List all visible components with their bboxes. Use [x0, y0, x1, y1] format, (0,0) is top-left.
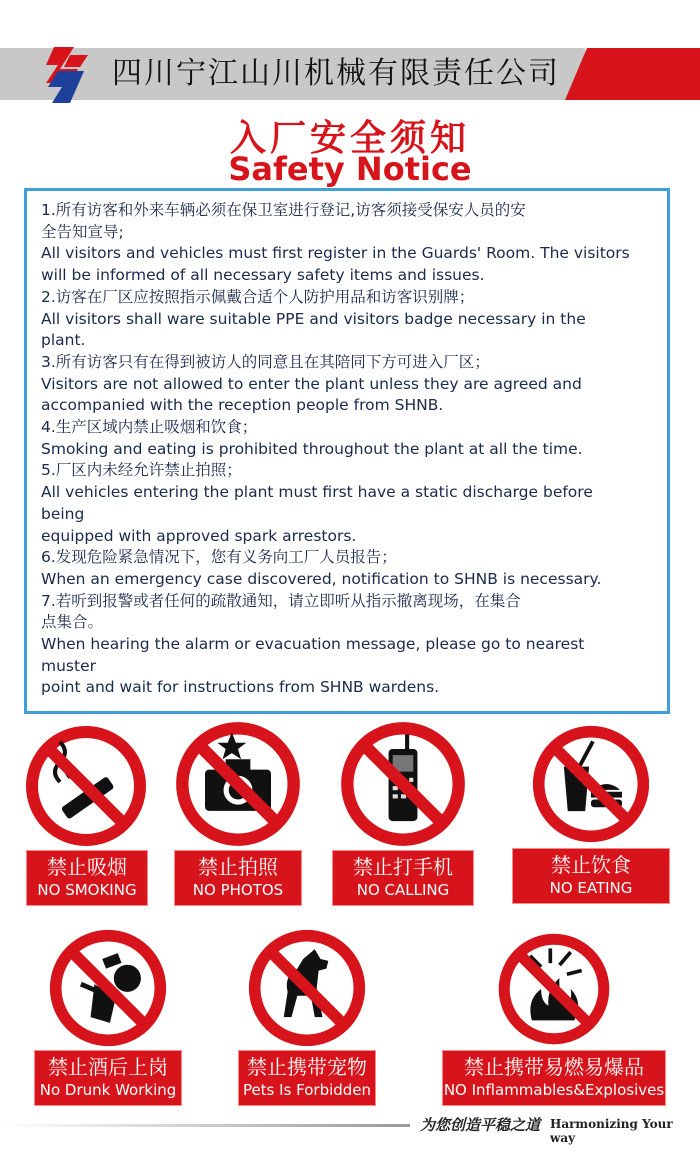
notice-line: All visitors shall ware suitable PPE and visitors badge necessary in the — [41, 309, 586, 328]
sign-label — [238, 1050, 376, 1106]
sign-no-photos — [172, 718, 304, 912]
no-calling-icon — [337, 718, 469, 850]
notice-line: 5.厂区内未经允许禁止拍照； — [41, 461, 242, 480]
notice-line: accompanied with the reception people from SHNB. — [41, 396, 444, 415]
notice-line: plant. — [41, 331, 86, 350]
sign-label-cn: 禁止携带宠物 — [247, 1055, 367, 1079]
notice-line: 2.访客在厂区应按照指示佩戴合适个人防护用品和访客识别牌； — [41, 287, 475, 306]
notice-line: 点集合。 — [41, 613, 104, 632]
notice-line: equipped with approved spark arrestors. — [41, 526, 357, 545]
notice-line: Visitors are not allowed to enter the plant unless they are agreed and — [41, 374, 582, 393]
notice-line: muster — [41, 656, 96, 675]
footer-divider — [0, 1124, 410, 1127]
notice-line: Smoking and eating is prohibited throughout the plant at all the time. — [41, 439, 583, 458]
sign-label-cn: 禁止酒后上岗 — [48, 1055, 168, 1079]
sign-label-en: Pets Is Forbidden — [242, 1081, 372, 1099]
sign-label-en: NO Inflammables&Explosives — [443, 1081, 665, 1099]
footer-slogan-en: Harmonizing Your way — [550, 1117, 673, 1145]
sign-label-cn: 禁止吸烟 — [47, 855, 127, 879]
sign-label — [512, 848, 670, 904]
notice-line: When an emergency case discovered, notification to SHNB is necessary. — [41, 569, 602, 588]
sign-no-smoking — [22, 722, 150, 912]
notice-line: All visitors and vehicles must first register in the Guards' Room. The visitors — [41, 244, 630, 263]
sign-label — [332, 850, 474, 906]
notice-line: will be informed of all necessary safety items and issues. — [41, 266, 485, 285]
sign-no-inflammables — [442, 926, 666, 1108]
sign-label-cn: 禁止拍照 — [198, 855, 278, 879]
no-photos-icon — [172, 718, 304, 850]
notice-box — [24, 188, 670, 714]
notice-line: 3.所有访客只有在得到被访人的同意且在其陪同下方可进入厂区； — [41, 352, 490, 371]
sign-no-drunk-working — [32, 922, 184, 1108]
sign-label — [174, 850, 302, 906]
notice-line: 全告知宣导; — [41, 222, 124, 241]
sign-label — [442, 1050, 666, 1106]
sign-no-calling — [332, 718, 474, 910]
no-drunk-working-icon — [46, 926, 170, 1050]
sign-label-cn: 禁止打手机 — [353, 855, 453, 879]
sign-label-cn: 禁止饮食 — [551, 853, 631, 877]
no-smoking-icon — [22, 722, 150, 850]
sign-no-eating — [512, 722, 670, 912]
page-title-cn: 入厂安全须知 — [229, 118, 470, 159]
sign-no-pets — [234, 922, 380, 1108]
notice-line: being — [41, 504, 85, 523]
notice-line: 1.所有访客和外来车辆必须在保卫室进行登记,访客须接受保安人员的安 — [41, 201, 526, 219]
notice-line: When hearing the alarm or evacuation message, please go to nearest — [41, 635, 585, 654]
sign-label — [26, 850, 148, 906]
no-eating-icon — [529, 722, 653, 846]
sign-label — [34, 1050, 182, 1106]
no-pets-icon — [245, 926, 369, 1050]
notice-line: 6.发现危险紧急情况下，您有义务向工厂人员报告； — [41, 548, 397, 567]
sign-label-en: NO SMOKING — [37, 881, 137, 899]
sign-label-cn: 禁止携带易燃易爆品 — [464, 1055, 644, 1079]
sign-label-en: NO PHOTOS — [192, 881, 284, 899]
notice-line: point and wait for instructions from SHNB wardens. — [41, 678, 440, 697]
notice-line: 4.生产区域内禁止吸烟和饮食； — [41, 418, 258, 437]
sign-label-en: No Drunk Working — [39, 1081, 177, 1099]
notice-line: 7.若听到报警或者任何的疏散通知，请立即听从指示撤离现场，在集合 — [41, 591, 521, 610]
sign-label-en: NO EATING — [549, 879, 633, 897]
no-inflammables-icon — [495, 930, 613, 1048]
notice-line: All vehicles entering the plant must first have a static discharge before — [41, 483, 593, 502]
footer-slogan-cn: 为您创造平稳之道 — [420, 1116, 541, 1134]
page-title-en: Safety Notice — [228, 150, 472, 188]
company-name: 四川宁江山川机械有限责任公司 — [112, 56, 560, 91]
header-red-band — [565, 48, 700, 100]
company-logo-icon — [40, 45, 92, 105]
sign-label-en: NO CALLING — [356, 881, 450, 899]
